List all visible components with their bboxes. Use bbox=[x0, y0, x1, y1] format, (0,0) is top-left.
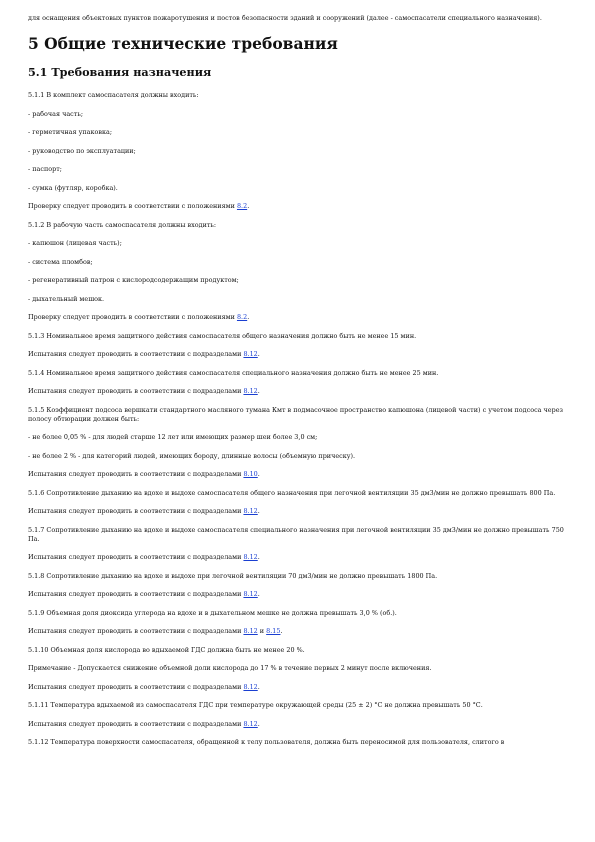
section-reference-link[interactable]: 8.2 bbox=[236, 313, 248, 321]
paragraph bbox=[28, 387, 568, 396]
section-title: 5 Общие технические требования bbox=[28, 34, 338, 53]
paragraph-text: . bbox=[280, 627, 283, 635]
paragraph: - герметичная упаковка; bbox=[28, 128, 113, 136]
paragraph: 5.1.9 Объемная доля диоксида углерода на вдохе и в дыхательном мешке не должна превышать 3,0 % (об.). bbox=[28, 608, 397, 617]
paragraph-text: Испытания следует проводить в соответствии с подразделами bbox=[28, 470, 244, 478]
paragraph: 5.1.4 Номинальное время защитного действия самоспасателя специального назначения должно быть не менее 25 мин. bbox=[28, 368, 439, 377]
paragraph bbox=[28, 720, 568, 729]
paragraph-text: . bbox=[247, 313, 250, 321]
section-reference-link[interactable]: 8.12 bbox=[243, 350, 258, 358]
paragraph bbox=[28, 470, 568, 479]
paragraph: - рабочая часть; bbox=[28, 109, 83, 118]
paragraph-text: . bbox=[257, 553, 260, 561]
paragraph: 5.1.10 Объемная доля кислорода во вдыхаемой ГДС должна быть не менее 20 %. bbox=[28, 645, 305, 654]
paragraph-text: Проверку следует проводить в соответствии с положениями bbox=[28, 313, 237, 321]
paragraph bbox=[28, 590, 568, 599]
paragraph-text: . bbox=[257, 470, 260, 478]
paragraph-list bbox=[28, 91, 568, 747]
section-reference-link[interactable]: 8.12 bbox=[243, 553, 258, 561]
paragraph-text: Испытания следует проводить в соответствии с подразделами bbox=[28, 387, 244, 395]
section-reference-link[interactable]: 8.12 bbox=[243, 590, 258, 598]
paragraph-text: Испытания следует проводить в соответствии с подразделами bbox=[28, 719, 244, 728]
paragraph: - не более 0,05 % - для людей старше 12 лет или имеющих размер шеи более 3,0 см; bbox=[28, 433, 318, 441]
paragraph: - система пломбов; bbox=[28, 257, 93, 266]
paragraph-text: . bbox=[257, 507, 260, 515]
paragraph-text: Испытания следует проводить в соответствии с подразделами bbox=[28, 350, 244, 358]
paragraph-text: . bbox=[257, 590, 260, 598]
document-page bbox=[28, 14, 568, 757]
paragraph: Примечание - Допускается снижение объемной доли кислорода до 17 % в течение первых 2 минут после включения. bbox=[28, 664, 432, 672]
paragraph: 5.1.7 Сопротивление дыханию на вдохе и выдохе самоспасателя специального назначения при легочной вентиляции 35 дм3/мин не должно превышать 750 Па. bbox=[28, 525, 564, 543]
paragraph bbox=[28, 313, 568, 322]
section-reference-link[interactable]: 8.12 bbox=[243, 682, 258, 691]
intro-paragraph: для оснащения объектовых пунктов пожаротушения и постов безопасности зданий и сооружений (далее - самоспасатели специального назначения). bbox=[28, 14, 542, 22]
section-reference-link[interactable]: 8.15 bbox=[266, 627, 281, 635]
paragraph: 5.1.2 В рабочую часть самоспасателя должны входить: bbox=[28, 220, 217, 229]
paragraph-text: Испытания следует проводить в соответствии с подразделами bbox=[28, 627, 244, 635]
paragraph: 5.1.6 Сопротивление дыханию на вдохе и выдохе самоспасателя общего назначения при легочной вентиляции 35 дм3/мин не должно превышать 800 Па. bbox=[28, 488, 556, 497]
paragraph: 5.1.8 Сопротивление дыханию на вдохе и выдохе при легочной вентиляции 70 дм3/мин не должно превышать 1800 Па. bbox=[28, 571, 438, 580]
paragraph: 5.1.12 Температура поверхности самоспасателя, обращенной к телу пользователя, должна быть переносимой для пользователя, слитого в bbox=[28, 738, 505, 746]
paragraph-text: . bbox=[257, 350, 260, 358]
section-reference-link[interactable]: 8.2 bbox=[236, 202, 248, 210]
paragraph: - не более 2 % - для категорий людей, имеющих бороду, длинные волосы (объемную прическу). bbox=[28, 451, 356, 460]
paragraph: 5.1.11 Температура вдыхаемой из самоспасателя ГДС при температуре окружающей среды (25 ± 2) °С не должна превышать 50 °С. bbox=[28, 701, 483, 709]
paragraph-text: Испытания следует проводить в соответствии с подразделами bbox=[28, 590, 244, 598]
paragraph-text: . bbox=[257, 387, 260, 395]
paragraph bbox=[28, 507, 568, 516]
paragraph bbox=[28, 683, 568, 692]
paragraph-text: . bbox=[257, 682, 260, 691]
paragraph: - дыхательный мешок. bbox=[28, 294, 105, 303]
paragraph: - руководство по эксплуатации; bbox=[28, 146, 136, 155]
paragraph-text: Испытания следует проводить в соответствии с подразделами bbox=[28, 507, 244, 515]
paragraph-text: Испытания следует проводить в соответствии с подразделами bbox=[28, 553, 244, 561]
paragraph-text: и bbox=[257, 627, 267, 635]
paragraph: - регенеративный патрон с кислородсодержащим продуктом; bbox=[28, 276, 239, 284]
paragraph: - капюшон (лицевая часть); bbox=[28, 239, 122, 247]
paragraph: 5.1.5 Коэффициент подсоса вершкати стандартного масляного тумана Кмт в подмасочное пространство капюшона (лицевой части) с учетом подсоса через полосу обтюрации должен быть: bbox=[28, 405, 564, 423]
section-reference-link[interactable]: 8.10 bbox=[243, 470, 258, 478]
paragraph: - паспорт; bbox=[28, 165, 62, 173]
section-reference-link[interactable]: 8.12 bbox=[243, 627, 258, 635]
paragraph-text: Испытания следует проводить в соответствии с подразделами bbox=[28, 682, 244, 691]
paragraph: - сумка (футляр, коробка). bbox=[28, 183, 118, 192]
paragraph-text: Проверку следует проводить в соответствии с положениями bbox=[28, 202, 237, 210]
paragraph bbox=[28, 350, 568, 359]
paragraph bbox=[28, 627, 568, 636]
paragraph bbox=[28, 202, 568, 211]
paragraph-text: . bbox=[257, 719, 260, 728]
paragraph-text: . bbox=[247, 202, 250, 210]
section-reference-link[interactable]: 8.12 bbox=[243, 719, 258, 728]
paragraph: 5.1.1 В комплект самоспасателя должны входить: bbox=[28, 91, 199, 99]
paragraph bbox=[28, 553, 568, 562]
paragraph: 5.1.3 Номинальное время защитного действия самоспасателя общего назначения должно быть не менее 15 мин. bbox=[28, 331, 417, 340]
section-reference-link[interactable]: 8.12 bbox=[243, 507, 258, 515]
section-reference-link[interactable]: 8.12 bbox=[243, 387, 258, 395]
subsection-title: 5.1 Требования назначения bbox=[28, 65, 212, 79]
